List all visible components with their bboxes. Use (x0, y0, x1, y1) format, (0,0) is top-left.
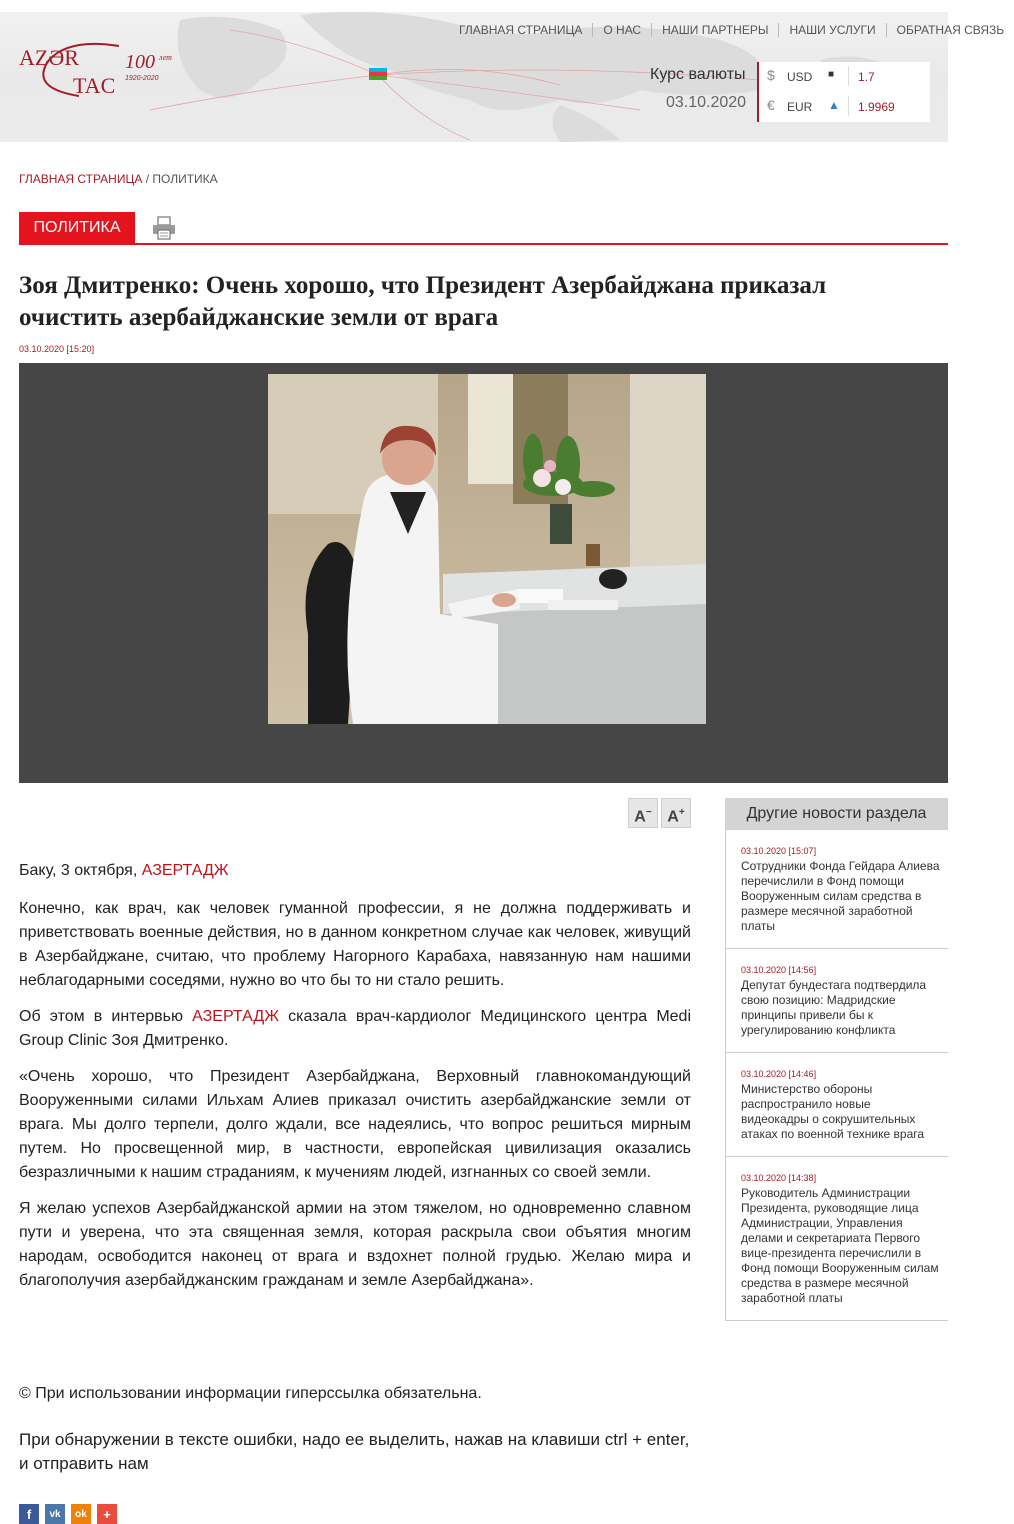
agency-link[interactable]: АЗЕРТАДЖ (192, 1008, 279, 1025)
currency-code: USD (787, 70, 813, 84)
nav-partners[interactable]: НАШИ ПАРТНЕРЫ (652, 23, 779, 37)
breadcrumb: ГЛАВНАЯ СТРАНИЦА / ПОЛИТИКА (19, 172, 218, 186)
nav-services[interactable]: НАШИ УСЛУГИ (779, 23, 886, 37)
vk-share-icon[interactable]: vk (45, 1504, 65, 1524)
article-date: 03.10.2020 [15:20] (19, 344, 95, 354)
article-paragraph: Я желаю успехов Азербайджанской армии на этом тяжелом, но одновременно славном пути и уверена, что эта священная земля, которая раскрыла свои объятия многим народам, освободится наконец от врага и вздохнет полной грудью. Желаю мира и благополучия азербайджанским гражданам и земле Азербайджана». (19, 1200, 691, 1289)
trend-flat-icon: ■ (828, 69, 835, 80)
news-title[interactable]: Министерство обороны распространило новые видеокадры о сокрушительных атаках по военной технике врага (741, 1082, 925, 1141)
news-title[interactable]: Депутат бундестага подтвердила свою позицию: Мадридские принципы привели бы к урегулированию конфликта (741, 978, 927, 1037)
currency-date: 03.10.2020 (666, 94, 747, 111)
font-increase-button[interactable]: A+ (661, 798, 691, 828)
top-navigation (450, 23, 1014, 37)
news-title[interactable]: Сотрудники Фонда Гейдара Алиева перечислили в Фонд помощи Вооруженным силам средства в размере месячной заработной платы (741, 859, 940, 933)
article-body (19, 859, 691, 1305)
more-share-icon[interactable]: + (97, 1504, 117, 1524)
euro-icon: € (767, 97, 775, 113)
share-bar (19, 1504, 117, 1524)
nav-feedback[interactable]: ОБРАТНАЯ СВЯЗЬ (896, 23, 1005, 37)
breadcrumb-current: ПОЛИТИКА (152, 172, 218, 186)
logo-text-bottom: TAC (73, 73, 116, 98)
facebook-share-icon[interactable]: f (19, 1504, 39, 1524)
currency-table (757, 62, 930, 122)
breadcrumb-home[interactable]: ГЛАВНАЯ СТРАНИЦА (19, 172, 143, 186)
agency-link[interactable]: АЗЕРТАДЖ (141, 862, 229, 879)
currency-row-usd (759, 62, 932, 90)
logo-years: 100 (125, 51, 155, 73)
nav-about[interactable]: О НАС (593, 23, 652, 37)
sidebar-title: Другие новости раздела (725, 798, 948, 830)
article-photo (268, 374, 706, 724)
odnoklassniki-share-icon[interactable]: ok (71, 1504, 91, 1524)
currency-value: 1.9969 (858, 100, 895, 114)
font-decrease-button[interactable]: A− (628, 798, 658, 828)
news-date: 03.10.2020 [14:46] (741, 1069, 817, 1079)
article-paragraph: Об этом в интервью АЗЕРТАДЖ сказала врач-кардиолог Медицинского центра Medi Group Clinic Зоя Дмитренко. (19, 1008, 691, 1049)
logo-text-top: AZƏR (19, 45, 79, 70)
azertac-logo[interactable] (19, 38, 189, 100)
news-date: 03.10.2020 [14:38] (741, 1173, 817, 1183)
article-paragraph: «Очень хорошо, что Президент Азербайджана, Верховный главнокомандующий Вооруженными силами Ильхам Алиев приказал очистить азербайджанские земли от врага. Мы долго терпели, долго ждали, все надеялись, что вопрос решиться мирным путем. Но просвещенной мир, в частности, европейская цивилизация оказались безразличными к нашим страданиям, к мучениям людей, изгнанных со своей земли. (19, 1068, 691, 1181)
dollar-icon: $ (767, 67, 775, 83)
currency-value: 1.7 (858, 70, 875, 84)
logo-years-suffix: лет (159, 53, 172, 62)
article-title: Зоя Дмитренко: Очень хорошо, что Президент Азербайджана приказал очистить азербайджанские земли от врага (19, 272, 827, 331)
category-divider (19, 243, 948, 245)
article-paragraph: Конечно, как врач, как человек гуманной профессии, я не должна поддерживать и приветствовать военные действия, но в данном конкретном случае как человек, живущий в Азербайджане, считаю, что проблему Нагорного Карабаха, навязанную нам нашими неблагодарными соседями, нужно во что бы то ни стало решить. (19, 900, 691, 989)
news-item[interactable] (725, 1157, 948, 1321)
article-lead: Баку, 3 октября, АЗЕРТАДЖ (19, 862, 229, 879)
print-icon[interactable] (152, 216, 176, 240)
related-news-sidebar (725, 798, 948, 1321)
news-date: 03.10.2020 [15:07] (741, 846, 817, 856)
logo-period: 1920-2020 (125, 75, 159, 82)
category-tab[interactable]: ПОЛИТИКА (19, 212, 135, 244)
news-item[interactable] (725, 1053, 948, 1157)
trend-up-icon: ▲ (828, 98, 840, 112)
copyright-note: © При использовании информации гиперссылка обязательна. (19, 1385, 482, 1402)
news-title[interactable]: Руководитель Администрации Президента, руководящие лица Администрации, Управления делами и секретариата Первого вице-президента перечислили в Фонд помощи Вооруженным силам средства в размере месячной заработной платы (741, 1186, 939, 1305)
currency-label: Курс валюты (650, 66, 746, 83)
nav-home[interactable]: ГЛАВНАЯ СТРАНИЦА (450, 23, 593, 37)
error-report-note: При обнаружении в тексте ошибки, надо ее выделить, нажав на клавиши ctrl + enter, и отправить нам (19, 1430, 690, 1473)
azerbaijan-flag-marker (369, 68, 387, 80)
news-item[interactable] (725, 949, 948, 1053)
news-date: 03.10.2020 [14:56] (741, 965, 817, 975)
currency-code: EUR (787, 100, 813, 114)
news-item[interactable] (725, 830, 948, 949)
site-header (0, 0, 1005, 142)
currency-row-eur (759, 92, 932, 120)
